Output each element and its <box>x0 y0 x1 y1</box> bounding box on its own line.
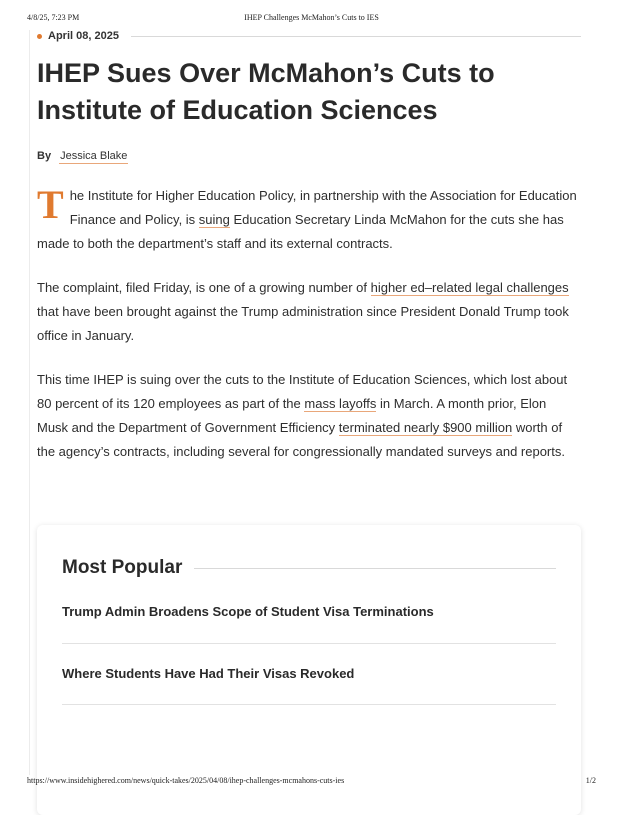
print-title: IHEP Challenges McMahon’s Cuts to IES <box>244 13 379 22</box>
paragraph-1 <box>37 184 577 256</box>
popular-item[interactable] <box>62 582 556 644</box>
most-popular-header <box>62 555 556 581</box>
left-divider <box>29 30 30 775</box>
bullet-dot-icon <box>37 34 42 39</box>
article-headline: IHEP Sues Over McMahon’s Cuts to Institute of Education Sciences <box>37 58 495 125</box>
most-popular-rule <box>194 568 556 569</box>
article-date: April 08, 2025 <box>48 30 119 42</box>
print-datetime: 4/8/25, 7:23 PM <box>27 13 80 22</box>
popular-item-title[interactable]: Where Students Have Had Their Visas Revoked <box>62 666 355 681</box>
author-link[interactable]: Jessica Blake <box>60 150 128 162</box>
paragraph-3 <box>37 368 577 464</box>
p1-text-2: Education Secretary Linda McMahon for the cuts she has made to both the department’s staff and its external contracts. <box>37 212 564 251</box>
most-popular-heading: Most Popular <box>62 557 183 578</box>
p1-text-1: he Institute for Higher Education Policy, in partnership with the Association for Education Finance and Policy, is <box>69 188 577 227</box>
p3-text-3: worth of the agency’s contracts, including several for congressionally mandated surveys and reports. <box>37 420 565 459</box>
article-body <box>37 184 577 484</box>
suing-link[interactable]: suing <box>198 212 230 227</box>
drop-cap: T <box>37 182 64 227</box>
p2-text-2: that have been brought against the Trump administration since President Donald Trump took office in January. <box>37 304 569 343</box>
dateline <box>37 29 581 43</box>
legal-challenges-link[interactable]: higher ed–related legal challenges <box>370 280 569 295</box>
dateline-rule <box>131 36 581 37</box>
paragraph-2 <box>37 276 577 348</box>
most-popular-card <box>37 525 581 815</box>
p3-text-2: in March. A month prior, Elon Musk and the Department of Government Efficiency <box>37 396 547 435</box>
print-footer <box>27 776 596 785</box>
p3-text-1: This time IHEP is suing over the cuts to the Institute of Education Sciences, which lost about 80 percent of its 120 employees as part of the <box>37 372 568 411</box>
popular-item[interactable] <box>62 643 556 705</box>
mass-layoffs-link[interactable]: mass layoffs <box>304 396 377 411</box>
terminated-contracts-link[interactable]: terminated nearly $900 million <box>338 420 513 435</box>
p2-text-1: The complaint, filed Friday, is one of a growing number of <box>37 280 371 295</box>
print-page-number: 1/2 <box>585 776 596 785</box>
print-url: https://www.insidehighered.com/news/quick-takes/2025/04/08/ihep-challenges-mcmahons-cuts-ies <box>27 776 345 785</box>
popular-item-title[interactable]: Trump Admin Broadens Scope of Student Visa Terminations <box>62 604 434 619</box>
byline-label: By <box>37 150 52 162</box>
byline <box>37 150 128 162</box>
